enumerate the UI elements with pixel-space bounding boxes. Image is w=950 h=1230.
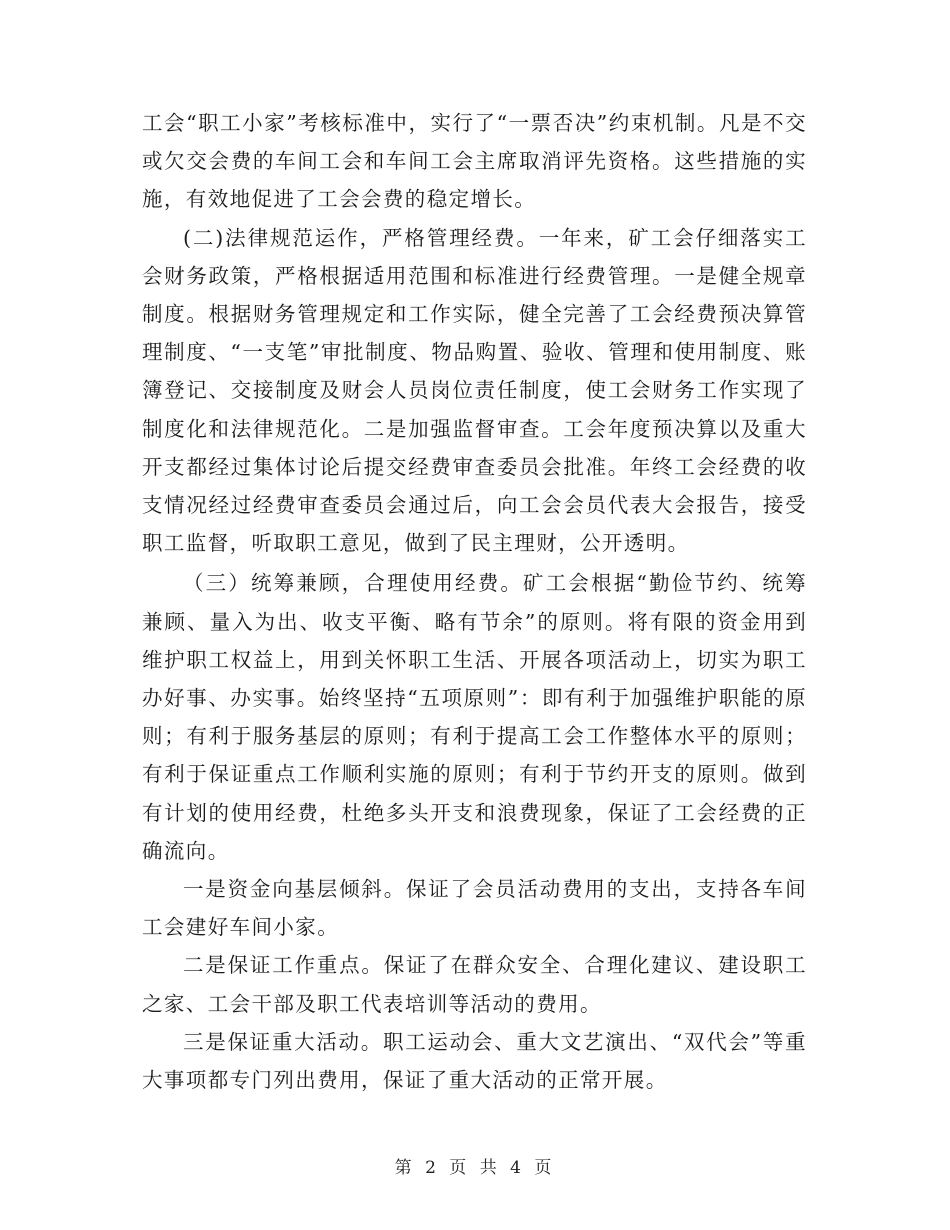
paragraph-continuation: 工会“职工小家”考核标准中，实行了“一票否决”约束机制。凡是不交或欠交会费的车间工会和车间工会主席取消评先资格。这些措施的实施，有效地促进了工会会费的稳定增长。 [142,111,807,212]
paragraph-section-two: (二)法律规范运作，严格管理经费。一年来，矿工会仔细落实工会财务政策，严格根据适用范围和标准进行经费管理。一是健全规章制度。根据财务管理规定和工作实际，健全完善了工会经费预决算管理制度、“一支笔”审批制度、物品购置、验收、管理和使用制度、账簿登记、交接制度及财会人员岗位责任制度，使工会财务工作实现了制度化和法律规范化。二是加强监督审查。工会年度预决算以及重大开支都经过集体讨论后提交经费审查委员会批准。年终工会经费的收支情况经过经费审查委员会通过后，向工会会员代表大会报告，接受职工监督，听取职工意见，做到了民主理财，公开透明。 [142,225,807,556]
paragraph-point-one: 一是资金向基层倾斜。保证了会员活动费用的支出，支持各车间工会建好车间小家。 [142,877,807,940]
document-body [142,104,807,1099]
paragraph-point-three: 三是保证重大活动。职工运动会、重大文艺演出、“双代会”等重大事项都专门列出费用，保证了重大活动的正常开展。 [142,1029,807,1093]
paragraph-section-three: （三）统筹兼顾，合理使用经费。矿工会根据“勤俭节约、统筹兼顾、量入为出、收支平衡、略有节余”的原则。将有限的资金用到维护职工权益上，用到关怀职工生活、开展各项活动上，切实为职工办好事、办实事。始终坚持“五项原则”：即有利于加强维护职能的原则；有利于服务基层的原则；有利于提高工会工作整体水平的原则；有利于保证重点工作顺利实施的原则；有利于节约开支的原则。做到有计划的使用经费，杜绝多头开支和浪费现象，保证了工会经费的正确流向。 [142,571,807,863]
paragraph-point-two: 二是保证工作重点。保证了在群众安全、合理化建议、建设职工之家、工会干部及职工代表培训等活动的费用。 [142,953,807,1016]
page-number-footer: 第 2 页 共 4 页 [394,1158,556,1178]
